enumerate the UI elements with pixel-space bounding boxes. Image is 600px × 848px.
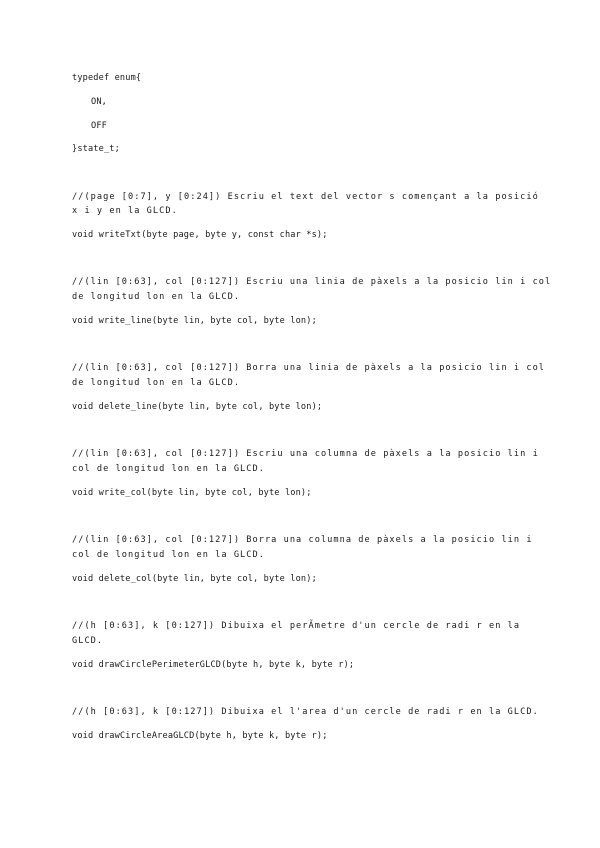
enum-value-on: ON, [91, 97, 107, 107]
enum-open-line: typedef enum{ [72, 73, 142, 83]
function-signature: void drawCirclePerimeterGLCD(byte h, byte k, byte r); [72, 660, 355, 670]
comment-line: //(lin [0:63], col [0:127]) Borra una linia de pàxels a la posicio lin i col [72, 363, 546, 373]
function-signature: void write_col(byte lin, byte col, byte lon); [72, 488, 312, 498]
comment-line: //(h [0:63], k [0:127]) Dibuixa el l'area d'un cercle de radi r en la GLCD. [72, 707, 539, 717]
comment-line: GLCD. [72, 636, 104, 646]
comment-line: x i y en la GLCD. [72, 206, 178, 216]
function-signature: void delete_line(byte lin, byte col, byte lon); [72, 402, 323, 412]
comment-line: //(lin [0:63], col [0:127]) Escriu una columna de pàxels a la posicio lin i [72, 449, 539, 459]
comment-line: de longitud lon en la GLCD. [72, 292, 241, 302]
comment-line: //(page [0:7], y [0:24]) Escriu el text del vector s començant a la posició [72, 192, 539, 202]
comment-line: //(h [0:63], k [0:127]) Dibuixa el perÃmetre d'un cercle de radi r en la [72, 621, 521, 631]
function-signature: void writeTxt(byte page, byte y, const char *s); [72, 230, 328, 240]
comment-line: col de longitud lon en la GLCD. [72, 550, 265, 560]
comment-line: col de longitud lon en la GLCD. [72, 464, 265, 474]
function-signature: void delete_col(byte lin, byte col, byte lon); [72, 574, 317, 584]
enum-close-line: }state_t; [72, 144, 120, 154]
comment-line: //(lin [0:63], col [0:127]) Borra una columna de pàxels a la posicio lin i [72, 535, 533, 545]
comment-line: //(lin [0:63], col [0:127]) Escriu una linia de pàxels a la posicio lin i col [72, 277, 552, 287]
function-signature: void drawCircleAreaGLCD(byte h, byte k, byte r); [72, 731, 328, 741]
function-signature: void write_line(byte lin, byte col, byte lon); [72, 316, 317, 326]
comment-line: de longitud lon en la GLCD. [72, 378, 241, 388]
enum-value-off: OFF [91, 121, 107, 131]
